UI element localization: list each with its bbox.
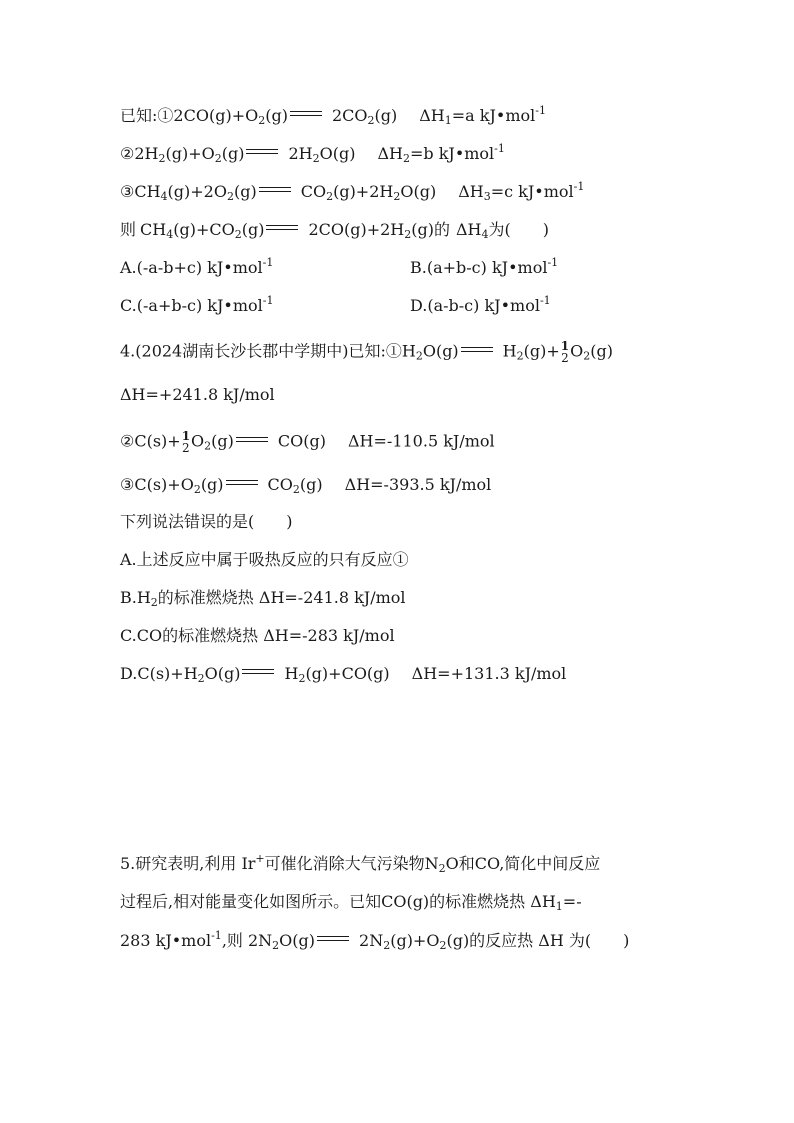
item-marker: ③	[120, 182, 135, 201]
option-text: C.CO的标准燃烧热 ΔH=-283 kJ/mol	[120, 626, 395, 645]
eq-text: ③C(s)+O	[120, 475, 194, 494]
eq-text: (g)	[590, 341, 613, 361]
eq-text: 2CO(g)+O	[173, 106, 259, 125]
option-text: A.(-a-b+c) kJ•mol	[120, 258, 263, 277]
eq-text: (g)的	[411, 220, 450, 239]
subscript: 2	[226, 190, 234, 203]
enthalpy-value: ΔH=-393.5 kJ/mol	[344, 475, 492, 494]
subscript: 2	[158, 152, 166, 165]
equals-sign	[236, 437, 268, 442]
eq-text: CO	[267, 475, 293, 494]
equals-sign	[226, 480, 258, 485]
p4-option-d[interactable]	[120, 664, 567, 685]
question-text: 5.研究表明,利用 Ir	[120, 854, 256, 873]
option-text: C.(-a+b-c) kJ•mol	[120, 296, 263, 315]
subscript: 2	[404, 228, 412, 241]
subscript: 2	[150, 596, 158, 609]
subscript: 2	[312, 152, 320, 165]
subscript: 2	[516, 349, 524, 363]
subscript: 4	[166, 228, 174, 241]
enthalpy-value: ΔH=-110.5 kJ/mol	[348, 431, 495, 451]
subscript: 2	[393, 190, 401, 203]
eq-text: CH	[140, 220, 167, 239]
option-text: B.H	[120, 588, 151, 607]
option-text: A.上述反应中属于吸热反应的只有反应①	[120, 550, 409, 569]
superscript: +	[255, 852, 265, 865]
eq-text: O	[191, 431, 205, 451]
p4-option-c[interactable]	[120, 628, 395, 644]
p3-option-a[interactable]	[120, 256, 274, 277]
question-text: O(g)	[279, 931, 316, 950]
question-text: 可催化消除大气污染物N	[264, 854, 439, 873]
fraction-numerator: 1	[181, 429, 191, 443]
eq-text: 则	[120, 220, 137, 239]
fraction	[561, 340, 569, 364]
fraction-numerator: 1	[560, 339, 570, 353]
question-text: 2N	[359, 931, 384, 950]
p3-option-d[interactable]	[410, 294, 551, 315]
eq-text: 4.(2024湖南长沙长郡中学期中)已知:①H	[120, 341, 416, 361]
superscript: -1	[494, 142, 505, 155]
enthalpy-value: =a kJ•mol	[451, 106, 536, 125]
eq-text: O	[570, 341, 584, 361]
p5-line1	[120, 852, 601, 875]
eq-text: H	[502, 341, 517, 361]
eq-text: CO(g)	[277, 431, 326, 451]
superscript: -1	[539, 294, 551, 307]
p3-eq2	[120, 142, 505, 165]
eq-text: (g)	[299, 475, 323, 494]
p3-option-b[interactable]	[410, 256, 559, 277]
eq-text: (g)+CO	[173, 220, 235, 239]
subscript: 2	[583, 349, 591, 363]
fraction-denominator: 2	[182, 441, 190, 455]
subscript: 2	[439, 939, 447, 952]
question-text: O和CO,简化中间反应	[445, 854, 601, 873]
p5-line2	[120, 892, 582, 913]
item-marker: ①	[157, 106, 174, 125]
eq-text: 2CO	[331, 106, 368, 125]
eq-text: 2H	[134, 144, 159, 163]
enthalpy-value: =c kJ•mol	[490, 182, 574, 201]
equals-sign	[246, 149, 278, 154]
subscript: 2	[298, 672, 306, 685]
question-text: (g)的反应热 ΔH 为( )	[446, 931, 630, 950]
p3-option-c[interactable]	[120, 294, 274, 315]
equals-sign	[461, 347, 493, 352]
option-text: D.C(s)+H	[120, 664, 198, 683]
eq-text: CO	[300, 182, 327, 201]
superscript: -1	[211, 929, 222, 942]
fraction-denominator: 2	[561, 351, 569, 365]
eq-text: (g)	[265, 106, 288, 125]
subscript: 4	[481, 228, 489, 241]
eq-text: O(g)	[319, 144, 356, 163]
eq-text: 为( )	[488, 220, 550, 239]
enthalpy-label: ΔH	[458, 182, 484, 201]
option-text: O(g)	[204, 664, 241, 683]
subscript: 2	[214, 152, 222, 165]
subscript: 1	[555, 900, 563, 913]
superscript: -1	[262, 256, 274, 269]
subscript: 2	[197, 672, 205, 685]
equals-sign	[290, 111, 322, 116]
subscript: 2	[367, 114, 375, 127]
enthalpy-value: ΔH=+131.3 kJ/mol	[411, 664, 567, 683]
p3-question	[120, 220, 550, 241]
p4-eq2	[120, 430, 495, 454]
enthalpy-value: =b kJ•mol	[409, 144, 495, 163]
eq-text: (g)+2H	[333, 182, 394, 201]
eq-text: (g)+	[523, 341, 560, 361]
p4-eq3	[120, 475, 492, 496]
option-text: (g)+CO(g)	[305, 664, 390, 683]
p4-dh1	[120, 387, 275, 403]
subscript: 2	[234, 228, 242, 241]
eq-text: (g)	[200, 475, 224, 494]
eq-text: O(g)	[400, 182, 437, 201]
eq-text: (g)+O	[165, 144, 215, 163]
eq-text: O(g)	[422, 341, 459, 361]
option-text: H	[284, 664, 299, 683]
p4-option-a[interactable]	[120, 552, 409, 568]
subscript: 2	[438, 862, 446, 875]
option-text: 的标准燃烧热 ΔH=-241.8 kJ/mol	[157, 588, 406, 607]
p4-option-b[interactable]	[120, 588, 406, 609]
option-text: B.(a+b-c) kJ•mol	[410, 258, 548, 277]
p4-question	[120, 514, 293, 530]
eq-text: ②C(s)+	[120, 431, 181, 451]
superscript: -1	[547, 256, 559, 269]
subscript: 2	[415, 349, 423, 363]
subscript: 2	[258, 114, 266, 127]
option-text: D.(a-b-c) kJ•mol	[410, 296, 540, 315]
enthalpy-value: ΔH=+241.8 kJ/mol	[120, 385, 275, 404]
item-marker: ②	[120, 144, 135, 163]
subscript: 1	[444, 114, 452, 127]
enthalpy-label: ΔH	[419, 106, 445, 125]
enthalpy-label: ΔH	[456, 220, 482, 239]
question-text: 下列说法错误的是( )	[120, 512, 293, 531]
subscript: 2	[272, 939, 280, 952]
equals-sign	[317, 936, 349, 941]
p5-line3	[120, 929, 630, 952]
equals-sign	[242, 669, 274, 674]
eq-text: CH	[134, 182, 161, 201]
eq-text: (g)	[374, 106, 398, 125]
eq-text: (g)	[221, 144, 245, 163]
subscript: 2	[204, 439, 212, 453]
question-text: =-	[562, 892, 582, 911]
p4-stem	[120, 340, 613, 364]
p3-given-eq1	[120, 104, 546, 127]
question-text: ,则 2N	[221, 931, 273, 950]
eq-text: (g)	[211, 431, 234, 451]
question-text: (g)+O	[390, 931, 440, 950]
fraction	[182, 430, 190, 454]
subscript: 2	[292, 483, 300, 496]
enthalpy-label: ΔH	[377, 144, 403, 163]
eq-text: (g)	[241, 220, 265, 239]
equals-sign	[266, 225, 298, 230]
subscript: 2	[193, 483, 201, 496]
subscript: 4	[160, 190, 168, 203]
equals-sign	[259, 187, 291, 192]
eq-text: 2H	[288, 144, 313, 163]
eq-text: (g)+2O	[167, 182, 227, 201]
subscript: 2	[383, 939, 391, 952]
subscript: 2	[402, 152, 410, 165]
question-text: 过程后,相对能量变化如图所示。已知CO(g)的标准燃烧热 ΔH	[120, 892, 556, 911]
given-label: 已知:	[120, 106, 158, 125]
superscript: -1	[262, 294, 274, 307]
superscript: -1	[535, 104, 546, 117]
subscript: 3	[483, 190, 491, 203]
eq-text: (g)	[233, 182, 257, 201]
superscript: -1	[573, 180, 585, 193]
subscript: 2	[326, 190, 334, 203]
eq-text: 2CO(g)+2H	[308, 220, 405, 239]
question-text: 283 kJ•mol	[120, 931, 212, 950]
p3-eq3	[120, 180, 585, 203]
